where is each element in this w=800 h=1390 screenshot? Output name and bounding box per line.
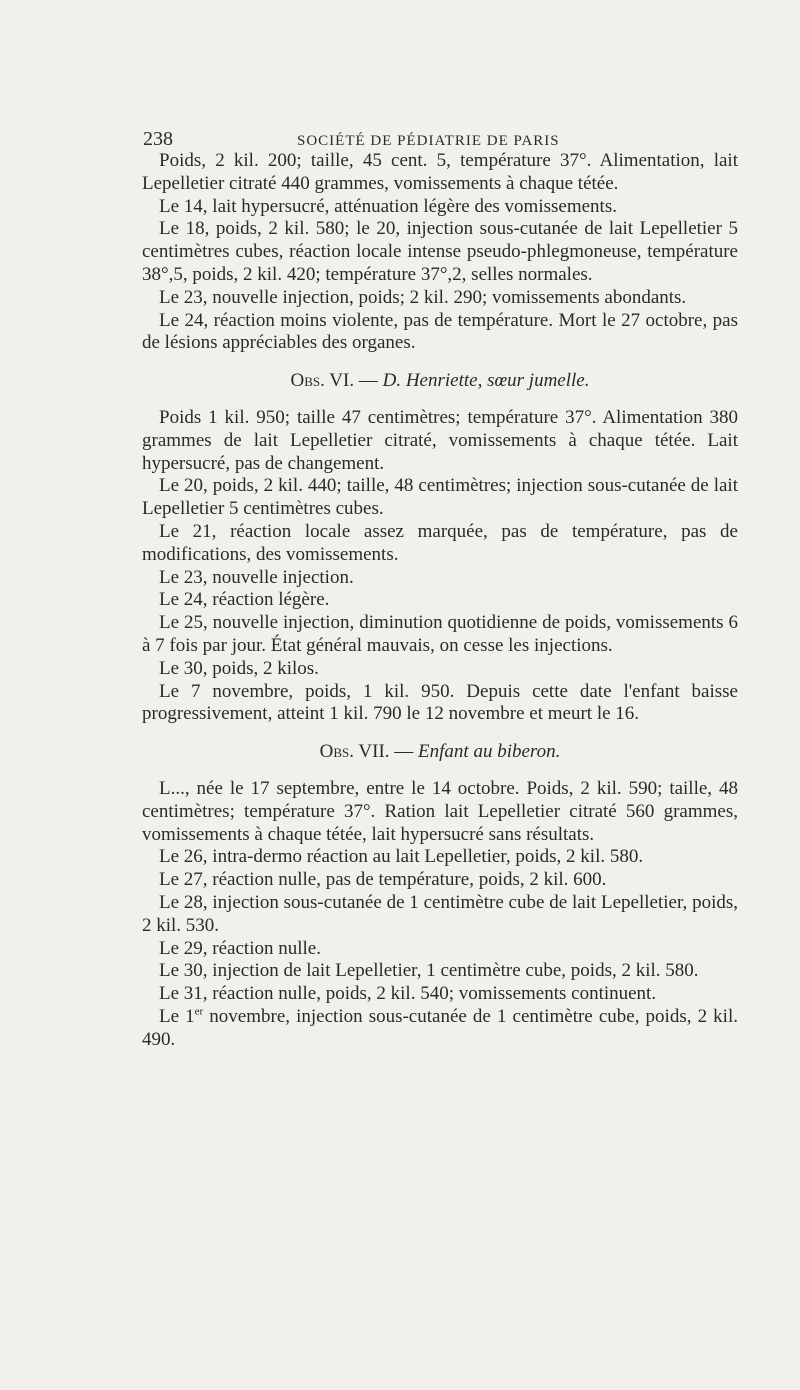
paragraph: Le 27, réaction nulle, pas de température, poids, 2 kil. 600.: [159, 869, 607, 891]
paragraph: Le 21, réaction locale assez marquée, pas de température, pas de modifications, des vomissements.: [142, 520, 738, 565]
heading-dash: —: [389, 741, 419, 763]
paragraph: Le 30, poids, 2 kilos.: [159, 657, 319, 679]
paragraph: Le 18, poids, 2 kil. 580; le 20, injection sous-cutanée de lait Lepelletier 5 centimètres cubes, réaction locale intense pseudo-phlegmoneuse, température 38°,5, poids, 2 kil. 420; température 37°,2, selles normales.: [142, 218, 738, 285]
page-body: [142, 150, 738, 1051]
running-title: SOCIÉTÉ DE PÉDIATRIE DE PARIS: [297, 133, 560, 149]
paragraph: Le 14, lait hypersucré, atténuation légère des vomissements.: [159, 195, 617, 217]
ordinal-superscript: er: [194, 1005, 204, 1018]
paragraph: Le 20, poids, 2 kil. 440; taille, 48 centimètres; injection sous-cutanée de lait Lepelletier 5 centimètres cubes.: [142, 475, 738, 520]
observation-subject: Enfant au biberon.: [418, 741, 561, 763]
observation-subject: D. Henriette, sœur jumelle.: [382, 370, 590, 392]
observation-heading: [142, 370, 738, 393]
text-fragment: novembre, injection sous-cutanée de 1 centimètre cube, poids, 2 kil. 490.: [142, 1005, 738, 1050]
observation-label: Obs. VII.: [319, 741, 390, 763]
paragraph: Le 31, réaction nulle, poids, 2 kil. 540; vomissements continuent.: [159, 983, 657, 1005]
observation-label: Obs. VI.: [290, 370, 355, 392]
paragraph: Le 23, nouvelle injection.: [159, 566, 354, 588]
paragraph: Poids, 2 kil. 200; taille, 45 cent. 5, température 37°. Alimentation, lait Lepelletier citraté 440 grammes, vomissements à chaque tétée.: [142, 150, 738, 194]
page-number: 238: [143, 128, 173, 150]
observation-heading: [142, 741, 738, 764]
paragraph: Le 7 novembre, poids, 1 kil. 950. Depuis cette date l'enfant baisse progressivement, atteint 1 kil. 790 le 12 novembre et meurt le 16.: [142, 680, 738, 725]
paragraph: Le 25, nouvelle injection, diminution quotidienne de poids, vomissements 6 à 7 fois par jour. État général mauvais, on cesse les injections.: [142, 612, 738, 656]
paragraph: Le 24, réaction légère.: [159, 589, 330, 611]
paragraph: [142, 1006, 738, 1052]
paragraph: Poids 1 kil. 950; taille 47 centimètres; température 37°. Alimentation 380 grammes de lait Lepelletier citraté, vomissements à chaque tétée. Lait hypersucré, pas de changement.: [142, 406, 738, 474]
text-fragment: Le 1: [159, 1005, 195, 1027]
paragraph: Le 26, intra-dermo réaction au lait Lepelletier, poids, 2 kil. 580.: [159, 846, 644, 868]
paragraph: Le 29, réaction nulle.: [159, 937, 321, 959]
paragraph: Le 24, réaction moins violente, pas de température. Mort le 27 octobre, pas de lésions appréciables des organes.: [142, 309, 738, 354]
paragraph: Le 28, injection sous-cutanée de 1 centimètre cube de lait Lepelletier, poids, 2 kil. 530.: [142, 891, 738, 936]
paragraph: Le 30, injection de lait Lepelletier, 1 centimètre cube, poids, 2 kil. 580.: [159, 960, 699, 982]
paragraph: L..., née le 17 septembre, entre le 14 octobre. Poids, 2 kil. 590; taille, 48 centimètres; température 37°. Ration lait Lepelletier citraté 560 grammes, vomissements à chaque tétée, lait hypersucré sans résultats.: [142, 777, 738, 845]
heading-dash: —: [354, 370, 383, 392]
paragraph: Le 23, nouvelle injection, poids; 2 kil. 290; vomissements abondants.: [159, 286, 687, 308]
page-header: [143, 128, 743, 151]
